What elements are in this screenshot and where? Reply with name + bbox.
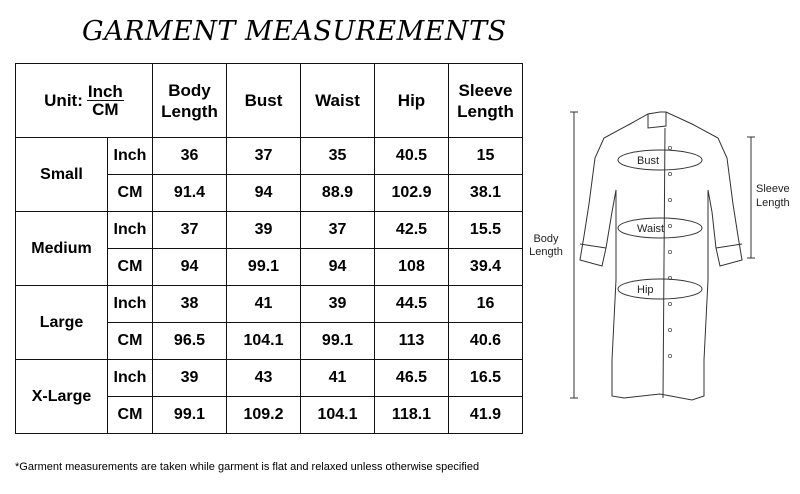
unit-cell [16,64,153,138]
table-row [16,138,523,175]
table-cell: 37 [227,138,301,175]
table-cell: 102.9 [375,175,449,212]
table-cell: 99.1 [153,397,227,434]
table-cell: 40.6 [449,323,523,360]
table-cell: 104.1 [301,397,375,434]
header-body-length: Body Length [153,64,227,138]
table-cell: 99.1 [301,323,375,360]
measurement-table [15,63,523,434]
table-row [16,286,523,323]
body-length-label-1: Body [533,233,559,245]
table-row [16,212,523,249]
table-cell: 39 [153,360,227,397]
unit-cm: CM [108,323,153,360]
table-row [16,360,523,397]
table-cell: 42.5 [375,212,449,249]
table-cell: 16 [449,286,523,323]
waist-label: Waist [637,223,665,235]
body-length-label-2: Length [529,246,563,258]
table-cell: 15.5 [449,212,523,249]
table-cell: 39 [227,212,301,249]
body-length-bracket [570,112,578,398]
table-cell: 35 [301,138,375,175]
table-cell: 41.9 [449,397,523,434]
hip-label: Hip [637,284,654,296]
table-cell: 38 [153,286,227,323]
header-hip: Hip [375,64,449,138]
header-sleeve-length: Sleeve Length [449,64,523,138]
header-row [16,64,523,138]
table-cell: 15 [449,138,523,175]
table-cell: 38.1 [449,175,523,212]
unit-inch: Inch [108,286,153,323]
table-cell: 36 [153,138,227,175]
sleeve-length-label-2: Length [756,197,790,209]
unit-cm: CM [108,175,153,212]
table-cell: 88.9 [301,175,375,212]
table-cell: 37 [153,212,227,249]
unit-inch: Inch [87,82,123,101]
table-cell: 39 [301,286,375,323]
table-cell: 108 [375,249,449,286]
table-cell: 113 [375,323,449,360]
table-cell: 99.1 [227,249,301,286]
unit-label: Unit: [44,91,83,110]
unit-inch: Inch [108,360,153,397]
garment-outline [580,112,742,400]
table-cell: 46.5 [375,360,449,397]
sleeve-length-label-1: Sleeve [756,183,790,195]
size-label: Medium [16,212,108,286]
size-label: Large [16,286,108,360]
table-cell: 43 [227,360,301,397]
table-cell: 41 [301,360,375,397]
table-cell: 37 [301,212,375,249]
table-cell: 104.1 [227,323,301,360]
unit-inch: Inch [108,138,153,175]
table-cell: 16.5 [449,360,523,397]
table-cell: 96.5 [153,323,227,360]
table-cell: 94 [301,249,375,286]
page-title: GARMENT MEASUREMENTS [82,16,507,47]
sleeve-length-bracket [747,137,755,258]
header-bust: Bust [227,64,301,138]
unit-cm: CM [108,249,153,286]
table-cell: 94 [153,249,227,286]
table-cell: 118.1 [375,397,449,434]
unit-cm: CM [92,100,119,119]
table-cell: 41 [227,286,301,323]
size-label: Small [16,138,108,212]
garment-diagram [520,100,790,430]
table-cell: 44.5 [375,286,449,323]
table-cell: 94 [227,175,301,212]
header-waist: Waist [301,64,375,138]
footnote: *Garment measurements are taken while garment is flat and relaxed unless otherwise specified [15,461,480,473]
size-label: X-Large [16,360,108,434]
table-cell: 40.5 [375,138,449,175]
table-cell: 109.2 [227,397,301,434]
unit-cm: CM [108,397,153,434]
table-cell: 91.4 [153,175,227,212]
bust-label: Bust [637,155,660,167]
table-cell: 39.4 [449,249,523,286]
unit-inch: Inch [108,212,153,249]
